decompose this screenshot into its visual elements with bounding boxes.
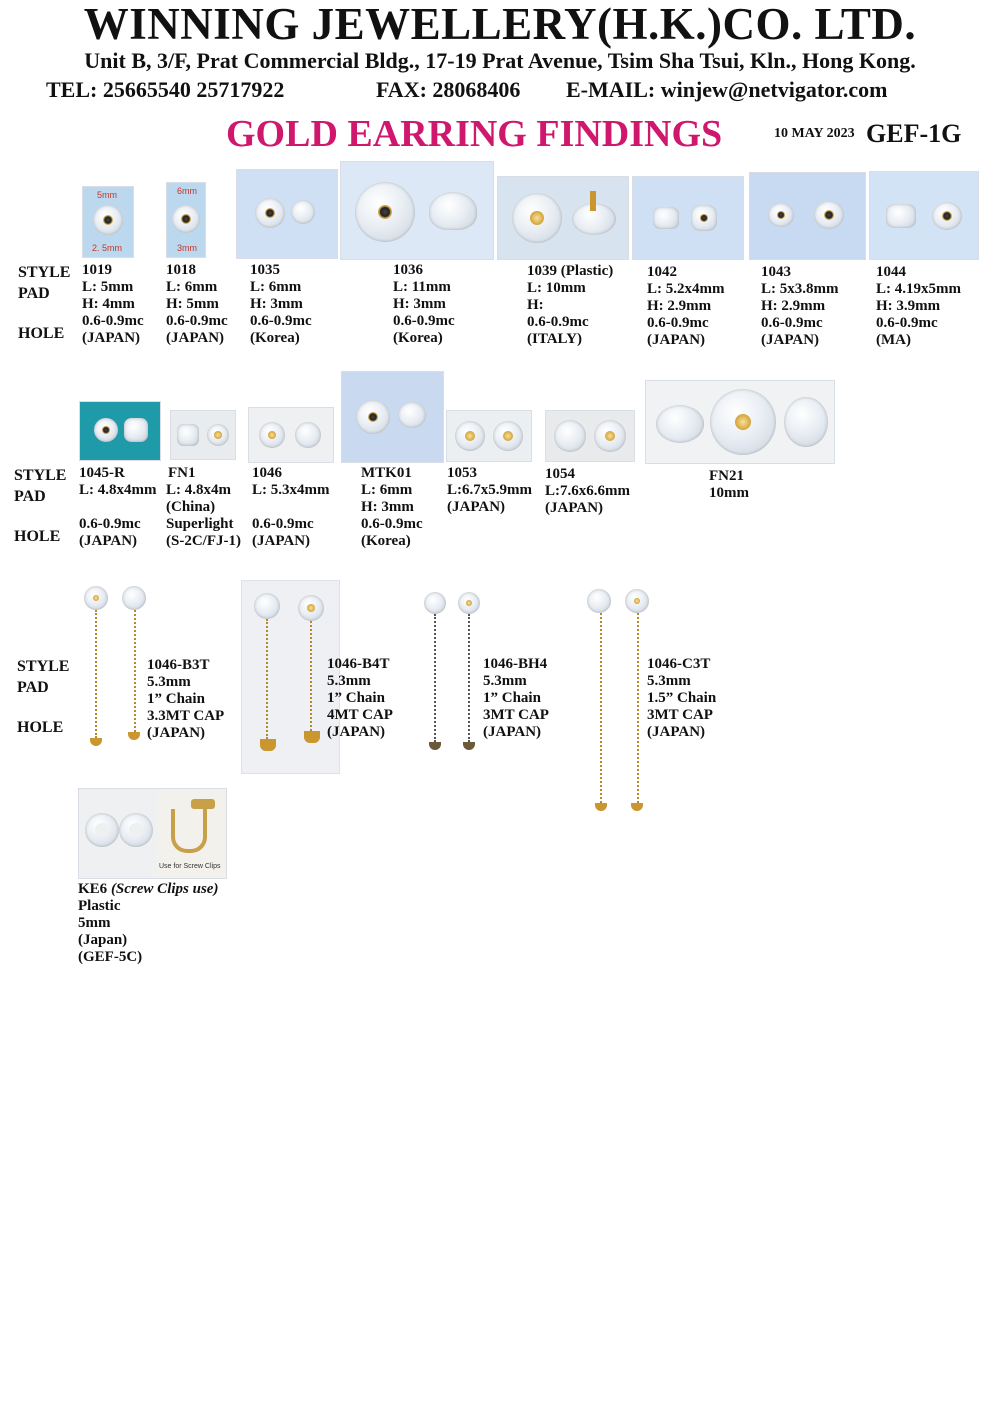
catalog-code: GEF-1G (866, 119, 962, 148)
style-code: 1046-BH4 (483, 656, 548, 672)
product-photo-1036 (340, 161, 494, 260)
product-specs: Plastic 5mm (Japan) (GEF-5C) (78, 898, 143, 965)
style-code: 1046-B4T (327, 656, 390, 672)
product-specs: L: 5.3x4mm 0.6-0.9mc (JAPAN) (252, 482, 330, 549)
product-specs: L: 4.8x4m (China) Superlight (S-2C/FJ-1) (166, 482, 241, 549)
ke6-style-line (78, 881, 218, 898)
product-specs: L: 4.19x5mm H: 3.9mm 0.6-0.9mc (MA) (876, 281, 961, 348)
telephone: TEL: 25665540 25717922 (46, 77, 285, 102)
style-code: 1036 (393, 262, 423, 278)
product-specs: L: 11mm H: 3mm 0.6-0.9mc (Korea) (393, 279, 455, 346)
email: E-MAIL: winjew@netvigator.com (566, 77, 888, 102)
style-code: 1053 (447, 465, 477, 481)
style-code: 1035 (250, 262, 280, 278)
style-code: 1046 (252, 465, 282, 481)
product-specs: L: 4.8x4mm 0.6-0.9mc (JAPAN) (79, 482, 157, 549)
label-pad: PAD (14, 488, 46, 505)
style-code: 1019 (82, 262, 112, 278)
product-specs: L: 6mm H: 3mm 0.6-0.9mc (Korea) (250, 279, 312, 346)
style-code: 1042 (647, 264, 677, 280)
photo-note-bottom: 3mm (177, 243, 197, 253)
product-photo-1018 (166, 182, 206, 258)
product-specs: L: 6mm H: 3mm 0.6-0.9mc (Korea) (361, 482, 423, 549)
product-photo-1046-b3t (78, 584, 156, 764)
style-code: 1044 (876, 264, 906, 280)
catalog-date: 10 MAY 2023 (774, 126, 855, 141)
style-code: 1054 (545, 466, 575, 482)
label-hole: HOLE (17, 719, 64, 736)
product-specs: L: 5.2x4mm H: 2.9mm 0.6-0.9mc (JAPAN) (647, 281, 725, 348)
product-specs: 10mm (709, 485, 749, 501)
label-style: STYLE (18, 264, 71, 281)
product-photo-1043 (749, 172, 866, 260)
product-photo-1042 (632, 176, 744, 260)
product-photo-1054 (545, 410, 635, 462)
product-photo-1046-b4t (241, 580, 340, 774)
product-photo-1046 (248, 407, 334, 463)
product-specs: L: 5mm H: 4mm 0.6-0.9mc (JAPAN) (82, 279, 144, 346)
style-code: 1045-R (79, 465, 125, 481)
product-specs: L: 10mm H: 0.6-0.9mc (ITALY) (527, 280, 589, 347)
product-photo-1053 (446, 410, 532, 462)
product-specs: 5.3mm 1” Chain 3MT CAP (JAPAN) (483, 673, 549, 740)
company-name: WINNING JEWELLERY(H.K.)CO. LTD. (83, 0, 917, 49)
photo-caption: Use for Screw Clips (159, 863, 221, 870)
style-code: MTK01 (361, 465, 412, 481)
style-code: 1046-B3T (147, 657, 210, 673)
style-code: 1046-C3T (647, 656, 711, 672)
ke6-note: (Screw Clips use) (110, 881, 219, 897)
product-specs: L:7.6x6.6mm (JAPAN) (545, 483, 630, 516)
style-code: 1039 (Plastic) (527, 263, 614, 279)
product-specs: 5.3mm 1” Chain 4MT CAP (JAPAN) (327, 673, 393, 740)
catalog-title: GOLD EARRING FINDINGS (226, 113, 723, 155)
photo-note-top: 6mm (177, 186, 197, 196)
style-code: 1043 (761, 264, 791, 280)
label-style: STYLE (14, 467, 67, 484)
photo-note-top: 5mm (97, 190, 117, 200)
product-specs: L: 6mm H: 5mm 0.6-0.9mc (JAPAN) (166, 279, 228, 346)
product-photo-fn1 (170, 410, 236, 460)
product-photo-mtk01 (341, 371, 444, 463)
product-photo-1044 (869, 171, 979, 260)
label-pad: PAD (17, 679, 49, 696)
product-photo-ke6 (78, 788, 227, 879)
fax: FAX: 28068406 (376, 77, 521, 102)
label-style: STYLE (17, 658, 70, 675)
company-address: Unit B, 3/F, Prat Commercial Bldg., 17-19 Prat Avenue, Tsim Sha Tsui, Kln., Hong Kong. (84, 48, 916, 73)
product-specs: 5.3mm 1.5” Chain 3MT CAP (JAPAN) (647, 673, 717, 740)
product-specs: 5.3mm 1” Chain 3.3MT CAP (JAPAN) (147, 674, 225, 741)
product-photo-1045-r (79, 401, 161, 461)
product-photo-1035 (236, 169, 338, 259)
style-code: FN1 (168, 465, 196, 481)
style-code: FN21 (709, 468, 744, 484)
label-hole: HOLE (18, 325, 65, 342)
product-specs: L: 5x3.8mm H: 2.9mm 0.6-0.9mc (JAPAN) (761, 281, 839, 348)
style-code: 1018 (166, 262, 196, 278)
label-hole: HOLE (14, 528, 61, 545)
product-photo-1019 (82, 186, 134, 258)
product-specs: L:6.7x5.9mm (JAPAN) (447, 482, 532, 515)
product-photo-1046-bh4 (418, 590, 490, 768)
product-photo-1039 (497, 176, 629, 260)
label-pad: PAD (18, 285, 50, 302)
style-code: KE6 (78, 881, 108, 897)
product-photo-fn21 (645, 380, 835, 464)
photo-note-bottom: 2. 5mm (92, 243, 123, 253)
